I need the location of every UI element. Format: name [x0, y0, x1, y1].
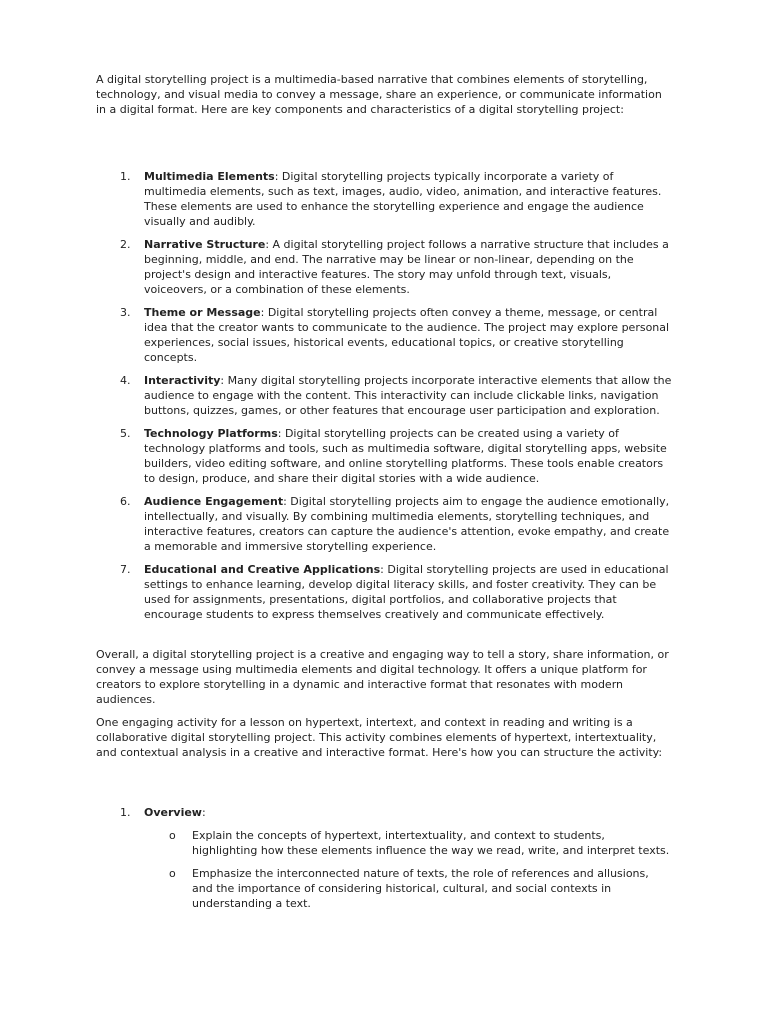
- list-number: 3.: [120, 306, 131, 319]
- list-item: [96, 305, 672, 365]
- list-text: : Many digital storytelling projects incorporate interactive elements that allow the audience to engage with the content. This interactivity can include clickable links, navigation buttons, quizzes, games, or other features that encourage user participation and exploration.: [144, 374, 672, 417]
- list-text: :: [201, 806, 206, 819]
- sub-list-item: [144, 866, 672, 911]
- list-text: : Digital storytelling projects can be created using a variety of technology platforms and tools, such as multimedia software, digital storytelling apps, website builders, video editing software, and online storytelling platforms. These tools enable creators to design, produce, and share their digital stories with a wide audience.: [144, 427, 667, 485]
- list-term: Interactivity: [144, 374, 221, 387]
- sub-list-text: Emphasize the interconnected nature of texts, the role of references and allusions, and the importance of considering historical, cultural, and social contexts in understanding a text.: [192, 867, 649, 910]
- sub-list-item: [144, 828, 672, 858]
- intro-paragraph: A digital storytelling project is a multimedia-based narrative that combines elements of storytelling, technology, and visual media to convey a message, share an experience, or communicate information in a digital format. Here are key components and characteristics of a digital storytelling project:: [96, 73, 662, 116]
- list-item: [96, 237, 672, 297]
- list-text: : A digital storytelling project follows a narrative structure that includes a beginning, middle, and end. The narrative may be linear or non-linear, depending on the project's design and interactive features. The story may unfold through text, visuals, voiceovers, or a combination of these elements.: [144, 238, 669, 296]
- list-term: Technology Platforms: [144, 427, 278, 440]
- list-term: Multimedia Elements: [144, 170, 275, 183]
- list-item: [96, 494, 672, 554]
- list-term: Overview: [144, 806, 202, 819]
- list-number: 1.: [120, 806, 131, 819]
- list-item: [96, 562, 672, 622]
- list-item: [96, 426, 672, 486]
- list-text: : Digital storytelling projects typically incorporate a variety of multimedia elements, such as text, images, audio, video, animation, and interactive features. These elements are used to enhance the storytelling experience and engage the audience visually and audibly.: [144, 170, 662, 228]
- activity-steps-list: [96, 805, 672, 911]
- list-term: Educational and Creative Applications: [144, 563, 381, 576]
- list-number: 1.: [120, 170, 131, 183]
- bullet-marker: o: [169, 867, 176, 880]
- list-number: 6.: [120, 495, 131, 508]
- list-item: [96, 373, 672, 418]
- list-term: Narrative Structure: [144, 238, 266, 251]
- list-item: [96, 805, 672, 911]
- list-number: 4.: [120, 374, 131, 387]
- conclusion-paragraph: Overall, a digital storytelling project is a creative and engaging way to tell a story, share information, or convey a message using multimedia elements and digital technology. It offers a unique platform for creators to explore storytelling in a dynamic and interactive format that resonates with modern audiences.: [96, 648, 669, 706]
- sub-bullet-list: [144, 828, 672, 911]
- list-number: 5.: [120, 427, 131, 440]
- list-number: 2.: [120, 238, 131, 251]
- list-term: Theme or Message: [144, 306, 261, 319]
- sub-list-text: Explain the concepts of hypertext, intertextuality, and context to students, highlighting how these elements influence the way we read, write, and interpret texts.: [192, 829, 670, 857]
- list-text: : Digital storytelling projects are used in educational settings to enhance learning, develop digital literacy skills, and foster creativity. They can be used for assignments, presentations, digital portfolios, and collaborative projects that encourage students to express themselves creatively and communicate effectively.: [144, 563, 669, 621]
- list-text: : Digital storytelling projects often convey a theme, message, or central idea that the creator wants to communicate to the audience. The project may explore personal experiences, social issues, historical events, educational topics, or creative storytelling concepts.: [144, 306, 670, 364]
- components-list: [96, 169, 672, 622]
- bullet-marker: o: [169, 829, 176, 842]
- list-item: [96, 169, 672, 229]
- list-number: 7.: [120, 563, 131, 576]
- list-term: Audience Engagement: [144, 495, 284, 508]
- activity-intro-paragraph: One engaging activity for a lesson on hypertext, intertext, and context in reading and writing is a collaborative digital storytelling project. This activity combines elements of hypertext, intertextuality, and contextual analysis in a creative and interactive format. Here's how you can structure the activity:: [96, 716, 663, 759]
- list-text: : Digital storytelling projects aim to engage the audience emotionally, intellectually, and visually. By combining multimedia elements, storytelling techniques, and interactive features, creators can capture the audience's attention, evoke empathy, and create a memorable and immersive storytelling experience.: [144, 495, 670, 553]
